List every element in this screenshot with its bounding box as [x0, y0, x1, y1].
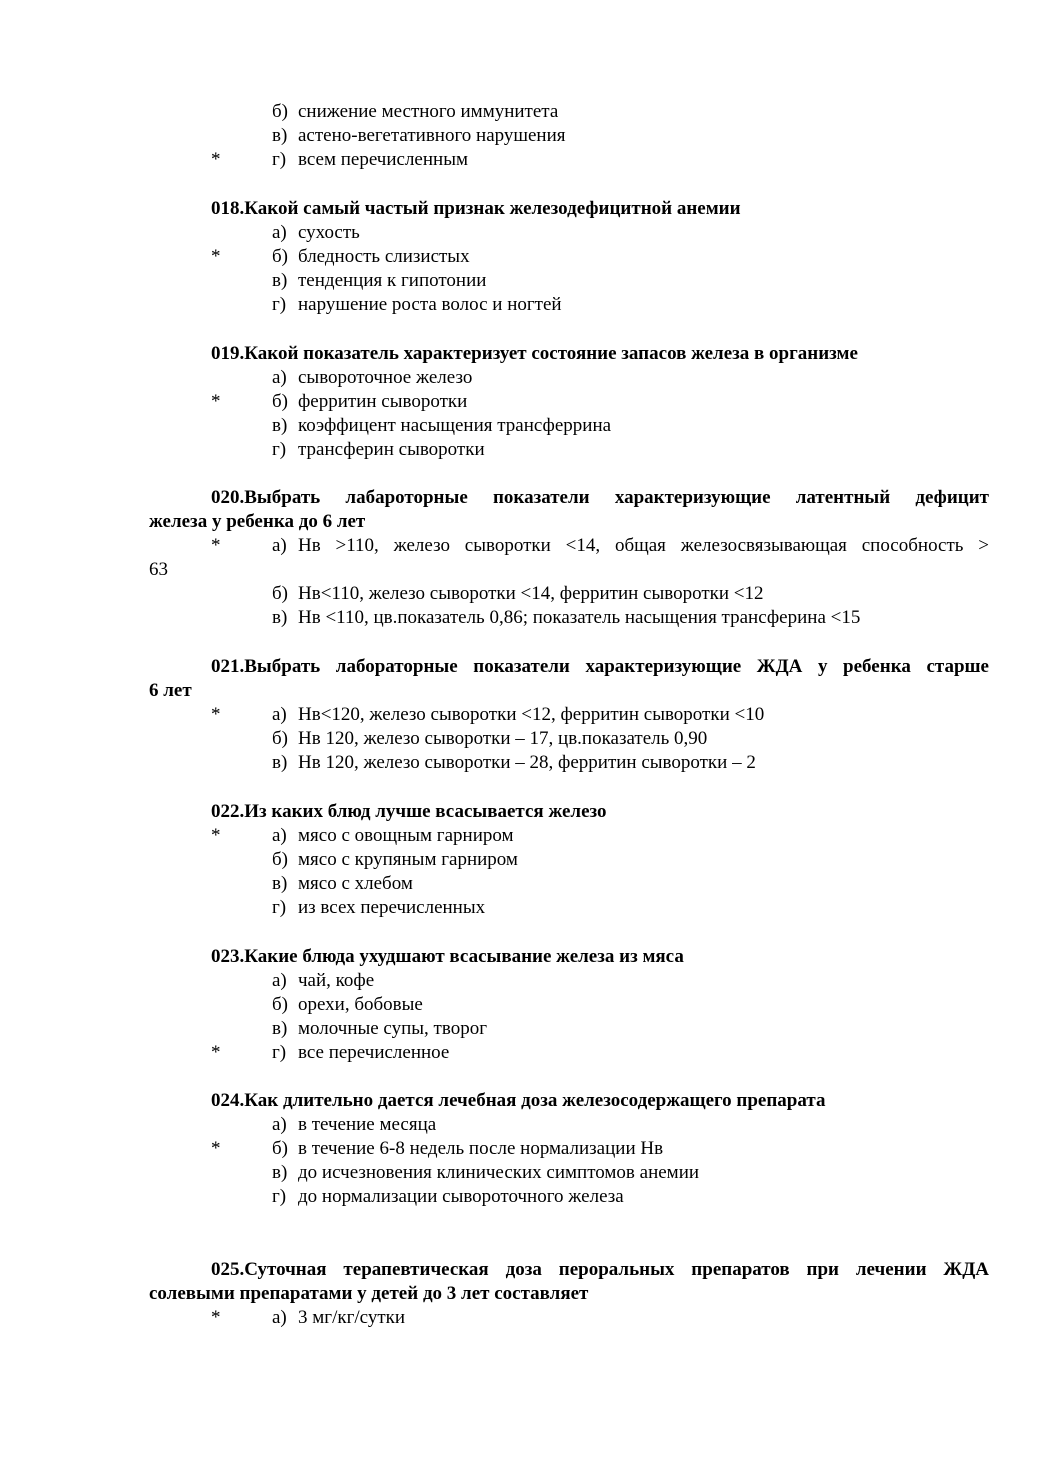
answer-option: г) трансферин сыворотки [272, 439, 485, 460]
answer-option: г) всем перечисленным [272, 149, 468, 170]
answer-option: в) молочные супы, творог [272, 1018, 487, 1039]
answer-option: г) нарушение роста волос и ногтей [272, 294, 562, 315]
question-title-continued: 6 лет [149, 680, 192, 701]
answer-option: а) чай, кофе [272, 970, 375, 991]
answer-option: г) все перечисленное [272, 1042, 450, 1063]
correct-answer-marker: * [211, 535, 221, 556]
correct-answer-marker: * [211, 825, 221, 846]
answer-option: а) сухость [272, 222, 360, 243]
answer-option: в) коэффицент насыщения трансферрина [272, 415, 612, 436]
answer-option: б) бледность слизистых [272, 246, 470, 267]
question-title: 020.Выбрать лабароторные показатели характеризующие латентный дефицит [211, 487, 989, 508]
answer-option: а) в течение месяца [272, 1114, 437, 1135]
correct-answer-marker: * [211, 246, 221, 267]
question-title: 018.Какой самый частый признак железодефицитной анемии [211, 198, 741, 219]
answer-option: в) до исчезновения клинических симптомов анемии [272, 1162, 700, 1183]
answer-option: в) Нв <110, цв.показатель 0,86; показатель насыщения трансферина <15 [272, 607, 861, 628]
answer-option-continued: 63 [149, 559, 168, 580]
answer-option: в) астено-вегетативного нарушения [272, 125, 566, 146]
question-title: 024.Как длительно дается лечебная доза железосодержащего препарата [211, 1090, 826, 1111]
correct-answer-marker: * [211, 704, 221, 725]
answer-option: б) ферритин сыворотки [272, 391, 468, 412]
answer-option: а) Нв >110, железо сыворотки <14, общая железосвязывающая способность > [272, 535, 989, 556]
answer-option: а) 3 мг/кг/сутки [272, 1307, 406, 1328]
correct-answer-marker: * [211, 1042, 221, 1063]
answer-option: в) тенденция к гипотонии [272, 270, 487, 291]
question-title: 025.Суточная терапевтическая доза пероральных препаратов при лечении ЖДА [211, 1259, 989, 1280]
question-title-continued: железа у ребенка до 6 лет [149, 511, 366, 532]
question-title: 023.Какие блюда ухудшают всасывание железа из мяса [211, 946, 684, 967]
answer-option: б) мясо с крупяным гарниром [272, 849, 518, 870]
question-title-continued: солевыми препаратами у детей до 3 лет составляет [149, 1283, 589, 1304]
answer-option: а) Нв<120, железо сыворотки <12, ферритин сыворотки <10 [272, 704, 765, 725]
answer-option: в) Нв 120, железо сыворотки – 28, ферритин сыворотки – 2 [272, 752, 756, 773]
question-title: 019.Какой показатель характеризует состояние запасов железа в организме [211, 343, 858, 364]
answer-option: б) Нв 120, железо сыворотки – 17, цв.показатель 0,90 [272, 728, 708, 749]
answer-option: а) мясо с овощным гарниром [272, 825, 514, 846]
correct-answer-marker: * [211, 149, 221, 170]
answer-option: в) мясо с хлебом [272, 873, 413, 894]
answer-option: б) Нв<110, железо сыворотки <14, ферритин сыворотки <12 [272, 583, 764, 604]
correct-answer-marker: * [211, 1138, 221, 1159]
answer-option: г) из всех перечисленных [272, 897, 486, 918]
correct-answer-marker: * [211, 391, 221, 412]
answer-option: б) снижение местного иммунитета [272, 101, 559, 122]
answer-option: б) орехи, бобовые [272, 994, 423, 1015]
question-title: 022.Из каких блюд лучше всасывается железо [211, 801, 607, 822]
question-title: 021.Выбрать лабораторные показатели характеризующие ЖДА у ребенка старше [211, 656, 989, 677]
answer-option: б) в течение 6-8 недель после нормализации Нв [272, 1138, 664, 1159]
answer-option: а) сывороточное железо [272, 367, 473, 388]
answer-option: г) до нормализации сывороточного железа [272, 1186, 624, 1207]
correct-answer-marker: * [211, 1307, 221, 1328]
